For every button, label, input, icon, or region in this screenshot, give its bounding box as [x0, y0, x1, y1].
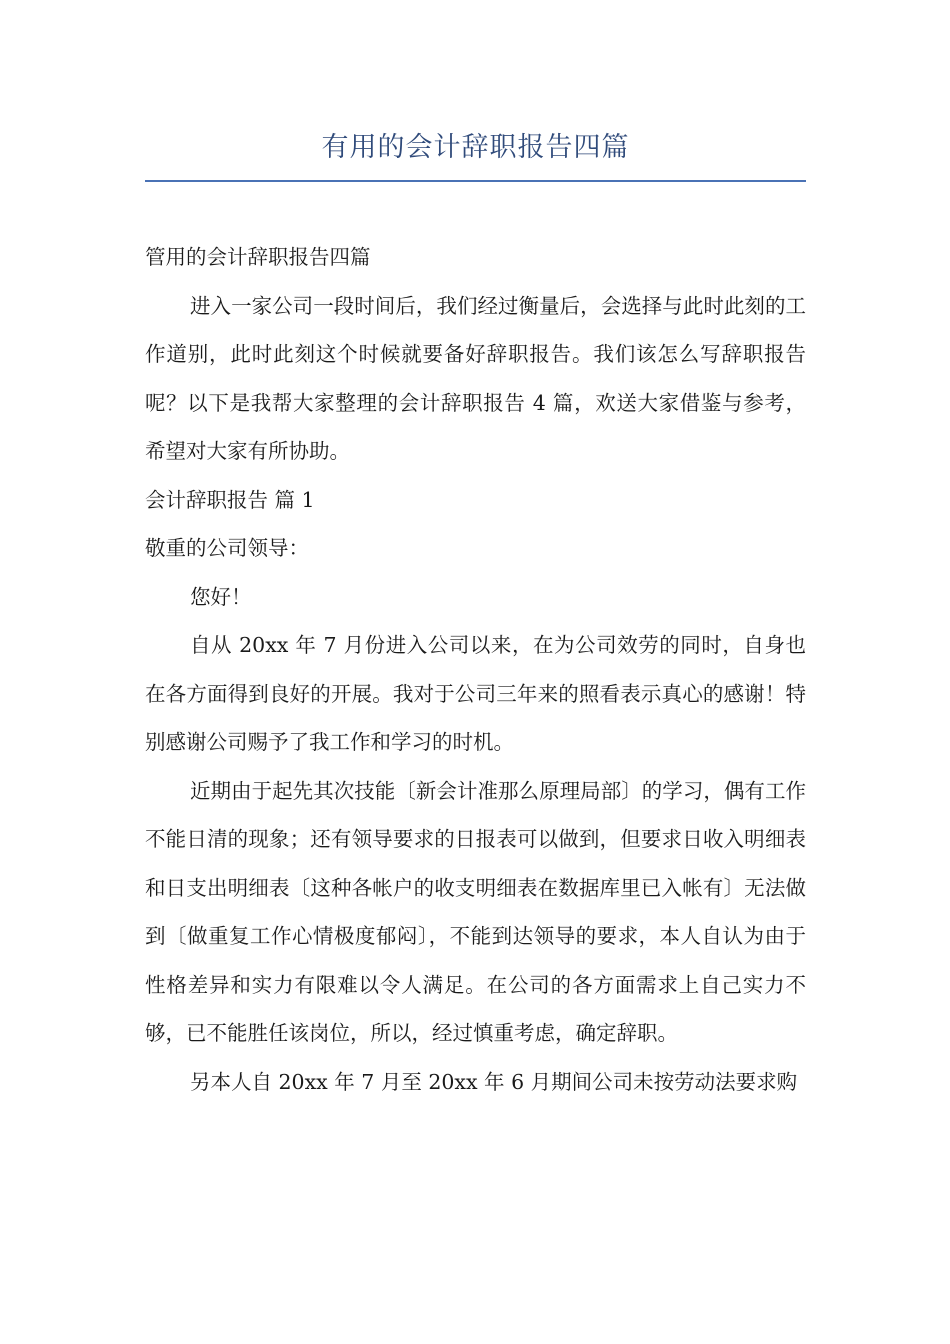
- title-divider: [145, 180, 806, 182]
- body-paragraph: 近期由于起先其次技能〔新会计准那么原理局部〕的学习，偶有工作不能日清的现象；还有领导要求的日报表可以做到，但要求日收入明细表和日支出明细表〔这种各帐户的收支明细表在数据库里已入帐有〕无法做到〔做重复工作心情极度郁闷〕，不能到达领导的要求，本人自认为由于性格差异和实力有限难以令人满足。在公司的各方面需求上自己实力不够，已不能胜任该岗位，所以，经过慎重考虑，确定辞职。: [145, 778, 806, 1045]
- section-heading: 会计辞职报告 篇 1: [145, 487, 315, 512]
- body-paragraph: 另本人自 20xx 年 7 月至 20xx 年 6 月期间公司未按劳动法要求购: [190, 1069, 798, 1094]
- subtitle-paragraph: 管用的会计辞职报告四篇: [145, 245, 371, 269]
- salutation: 敬重的公司领导：: [145, 536, 309, 560]
- document-body: [145, 233, 806, 1106]
- document-title: 有用的会计辞职报告四篇: [321, 132, 630, 163]
- intro-paragraph: 进入一家公司一段时间后，我们经过衡量后，会选择与此时此刻的工作道别，此时此刻这个时候就要备好辞职报告。我们该怎么写辞职报告呢？以下是我帮大家整理的会计辞职报告 4 篇，欢送大家借鉴与参考，希望对大家有所协助。: [145, 293, 806, 463]
- greeting: 您好！: [190, 584, 252, 609]
- body-paragraph: 自从 20xx 年 7 月份进入公司以来，在为公司效劳的同时，自身也在各方面得到良好的开展。我对于公司三年来的照看表示真心的感谢！特别感谢公司赐予了我工作和学习的时机。: [145, 633, 806, 754]
